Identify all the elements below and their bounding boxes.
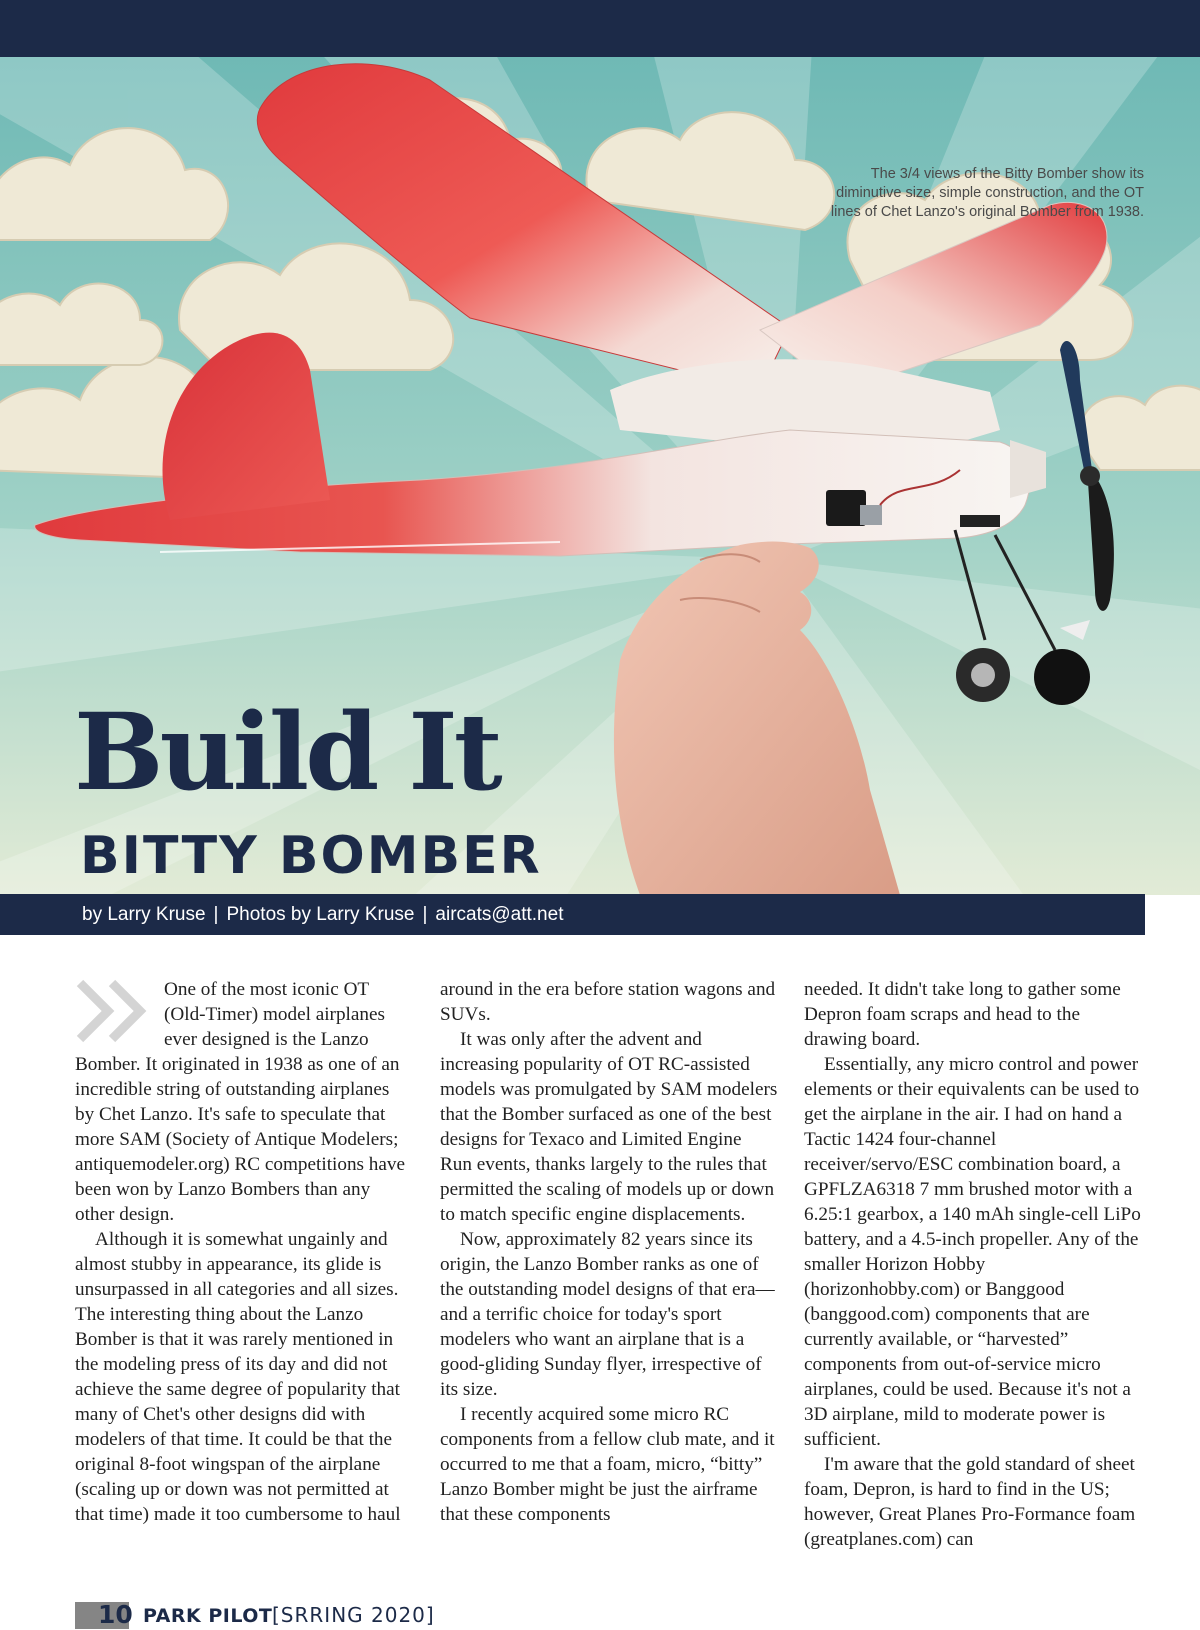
paragraph: I recently acquired some micro RC components from a fellow club mate, and it occurred to me that a foam, micro, “bitty” Lanzo Bomber might be just the airframe that these components — [440, 1404, 775, 1525]
paragraph: It was only after the advent and increasing popularity of OT RC-assisted models was promulgated by SAM modelers that the Bomber surfaced as one of the best designs for Texaco and Limited Engine Run events, thanks largely to the rules that permitted the scaling of models up or down to match specific engine displacements. — [440, 1029, 778, 1225]
paragraph: One of the most iconic OT (Old-Timer) model airplanes ever designed is the Lanzo Bomber. It originated in 1938 as one of an incredible string of outstanding airplanes by Chet Lanzo. It's safe to speculate that more SAM (Society of Antique Modelers; antiquemodeler.org) RC competitions have been won by Lanzo Bombers than any other design. — [75, 979, 406, 1225]
byline-email[interactable]: aircats@att.net — [435, 904, 564, 925]
byline-photos: Photos by Larry Kruse — [226, 904, 415, 925]
paragraph: needed. It didn't take long to gather some Depron foam scraps and head to the drawing board. — [804, 979, 1121, 1050]
top-banner — [0, 0, 1200, 57]
paragraph: I'm aware that the gold standard of sheet foam, Depron, is hard to find in the US; however, Great Planes Pro-Formance foam (greatplanes.com) can — [804, 1454, 1136, 1550]
paragraph: Now, approximately 82 years since its origin, the Lanzo Bomber ranks as one of the outstanding model designs of that era—and a terrific choice for today's sport modelers who want an airplane that is a good-gliding Sunday flyer, irrespective of its size. — [440, 1229, 775, 1400]
page-number: 10 — [98, 1600, 133, 1629]
article-title: Build It — [74, 689, 499, 814]
byline-bar — [0, 894, 1145, 935]
article-subtitle: BITTY BOMBER — [80, 826, 542, 886]
byline-separator: | — [422, 904, 428, 925]
byline-author: by Larry Kruse — [82, 904, 206, 925]
magazine-name: PARK PILOT — [143, 1605, 273, 1627]
issue-label: [SRRING 2020] — [272, 1603, 435, 1627]
paragraph: Although it is somewhat ungainly and almost stubby in appearance, its glide is unsurpassed in all categories and all sizes. The interesting thing about the Lanzo Bomber is that it was rarely mentioned in the modeling press of its day and did not achieve the same degree of popularity that many of Chet's other designs did with modelers of that time. It could be that the original 8-foot wingspan of the airplane (scaling up or down was not permitted at that time) made it too cumbersome to haul — [75, 1229, 401, 1525]
byline-separator: | — [213, 904, 219, 925]
article-column-1 — [75, 977, 413, 1527]
paragraph: Essentially, any micro control and power elements or their equivalents can be used to get the airplane in the air. I had on hand a Tactic 1424 four-channel receiver/servo/ESC combination board, a GPFLZA6318 7 mm brushed motor with a 6.25:1 gearbox, a 140 mAh single-cell LiPo battery, and a 4.5-inch propeller. Any of the smaller Horizon Hobby (horizonhobby.com) or Banggood (banggood.com) components that are currently available, or “harvested” components from out-of-service micro airplanes, could be used. Because it's not a 3D airplane, mild to moderate power is sufficient. — [804, 1054, 1141, 1450]
photo-caption: The 3/4 views of the Bitty Bomber show its diminutive size, simple construction, and the OT lines of Chet Lanzo's original Bomber from 1938. — [830, 166, 1144, 220]
article-column-3 — [804, 977, 1142, 1552]
paragraph: around in the era before station wagons and SUVs. — [440, 979, 776, 1025]
article-column-2 — [440, 977, 778, 1527]
double-chevron-right-icon — [72, 977, 158, 1045]
